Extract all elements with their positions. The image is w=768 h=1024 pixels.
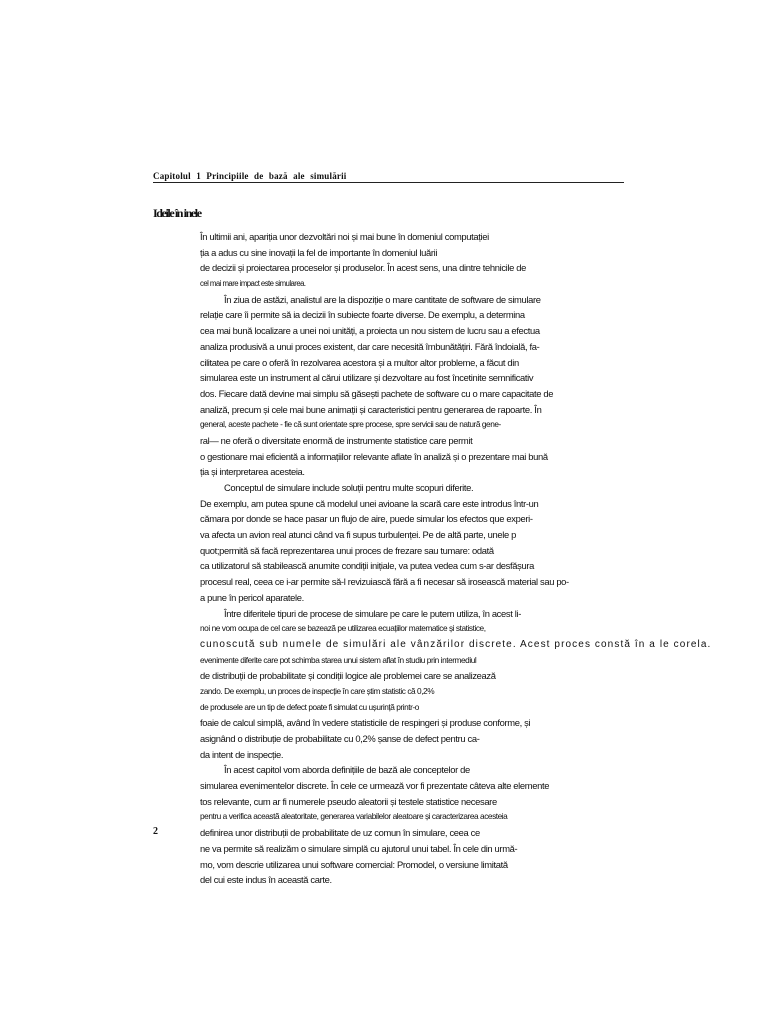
text-line: foaie de calcul simplă, având în vedere statisticile de respingeri și produse conforme, și xyxy=(200,717,531,729)
text-line: Conceptul de simulare include soluții pentru multe scopuri diferite. xyxy=(224,482,474,493)
text-line: quot;permită să facă reprezentarea unui proces de frezare sau tumare: odată xyxy=(200,544,494,556)
text-line: analiză, precum și cele mai bune animații și caracteristici pentru generarea de rapoarte. În xyxy=(200,403,542,415)
text-line: ția a adus cu sine inovații la fel de importante în domeniul luării xyxy=(200,246,438,258)
text-line: mo, vom descrie utilizarea unui software comercial: Promodel, o versiune limitată xyxy=(200,858,508,870)
section-title: Ideile în inele xyxy=(153,206,201,220)
text-line: a pune în pericol aparatele. xyxy=(200,591,304,603)
running-header: Capitolul 1 Principiile de bază ale simulării xyxy=(153,171,624,183)
text-line: de distribuții de probabilitate și condiții logice ale problemei care se analizează xyxy=(200,670,496,682)
text-line: cunoscută sub numele de simulări ale vânzărilor discrete. Acest proces constă în a le corela. xyxy=(200,638,712,650)
text-line: evenimente diferite care pot schimba starea unui sistem aflat în studiu prin intermediul xyxy=(200,654,477,665)
text-line: asignând o distribuție de probabilitate cu 0,2% șanse de defect pentru ca- xyxy=(200,733,480,744)
text-line: În acest capitol vom aborda definițiile de bază ale conceptelor de xyxy=(224,764,470,776)
text-line: o gestionare mai eficientă a informațiilor relevante aflate în analiză și o prezentare mai bună xyxy=(200,450,548,462)
text-line: de decizii și proiectarea proceselor și produselor. În acest sens, una dintre tehnicile de xyxy=(200,262,526,274)
text-line: În ultimii ani, apariția unor dezvoltări noi și mai bune în domeniul computației xyxy=(200,231,489,242)
text-line: pentru a verifica această aleatoritate, generarea variabilelor aleatoare și caracterizarea acesteia xyxy=(200,811,508,822)
body-text xyxy=(200,229,712,888)
text-line: tos relevante, cum ar fi numerele pseudo aleatorii și testele statistice necesare xyxy=(200,795,497,807)
text-line: ția și interpretarea acesteia. xyxy=(200,466,305,478)
text-line: cilitatea pe care o oferă în rezolvarea acestora și a multor altor probleme, a făcut din xyxy=(200,356,519,368)
page-number: 2 xyxy=(153,826,158,837)
text-line: general, aceste pachete - fie că sunt orientate spre procese, spre servicii sau de natură gene- xyxy=(200,419,501,430)
text-line: ca utilizatorul să stabilească anumite condiții inițiale, va putea vedea cum s-ar desfășura xyxy=(200,560,534,572)
text-line: cea mai bună localizare a unei noi unități, a proiecta un nou sistem de lucru sau a efectua xyxy=(200,325,540,337)
text-line: simularea este un instrument al cărui utilizare și dezvoltare au fost încetinite semnificativ xyxy=(200,372,534,384)
text-line: definirea unor distribuții de probabilitate de uz comun în simulare, ceea ce xyxy=(200,827,480,839)
text-line: zando. De exemplu, un proces de inspecție în care știm statistic că 0,2% xyxy=(200,685,435,696)
text-line: De exemplu, am putea spune că modelul unei avioane la scară care este introdus într-un xyxy=(200,497,539,509)
text-line: simularea evenimentelor discrete. În cele ce urmează vor fi prezentate câteva alte elemente xyxy=(200,780,550,792)
text-line: da intent de inspecție. xyxy=(200,748,284,760)
text-line: procesul real, ceea ce i-ar permite să-l revizuiască fără a fi necesar să irosească material sau po- xyxy=(200,576,569,588)
text-line: noi ne vom ocupa de cel care se bazează pe utilizarea ecuațiilor matematice și statistice, xyxy=(200,623,486,634)
text-line: În ziua de astăzi, analistul are la dispoziție o mare cantitate de software de simulare xyxy=(224,293,541,305)
text-line: cămara por donde se hace pasar un flujo de aire, puede simular los efectos que experi- xyxy=(200,513,533,525)
text-line: Între diferitele tipuri de procese de simulare pe care le putem utiliza, în acest li- xyxy=(224,607,521,619)
text-line: dos. Fiecare dată devine mai simplu să găsești pachete de software cu o mare capacitate de xyxy=(200,387,554,399)
text-line: ral— ne oferă o diversitate enormă de instrumente statistice care permit xyxy=(200,434,473,446)
text-line: relație care îi permite să ia decizii în subiecte foarte diverse. De exemplu, a determina xyxy=(200,309,525,321)
text-line: de produsele are un tip de defect poate fi simulat cu ușurință printr-o xyxy=(200,701,419,712)
text-line: analiza produsivă a unui proces existent, dar care necesită îmbunătățiri. Fără îndoială, fa- xyxy=(200,340,540,352)
text-line: ne va permite să realizăm o simulare simplă cu ajutorul unui tabel. În cele din urmă- xyxy=(200,842,518,854)
text-line: va afecta un avion real atunci când va fi supus turbulenței. Pe de altă parte, unele p xyxy=(200,529,516,541)
text-line: del cui este indus în această carte. xyxy=(200,874,332,886)
text-line: cel mai mare impact este simularea. xyxy=(200,279,306,289)
